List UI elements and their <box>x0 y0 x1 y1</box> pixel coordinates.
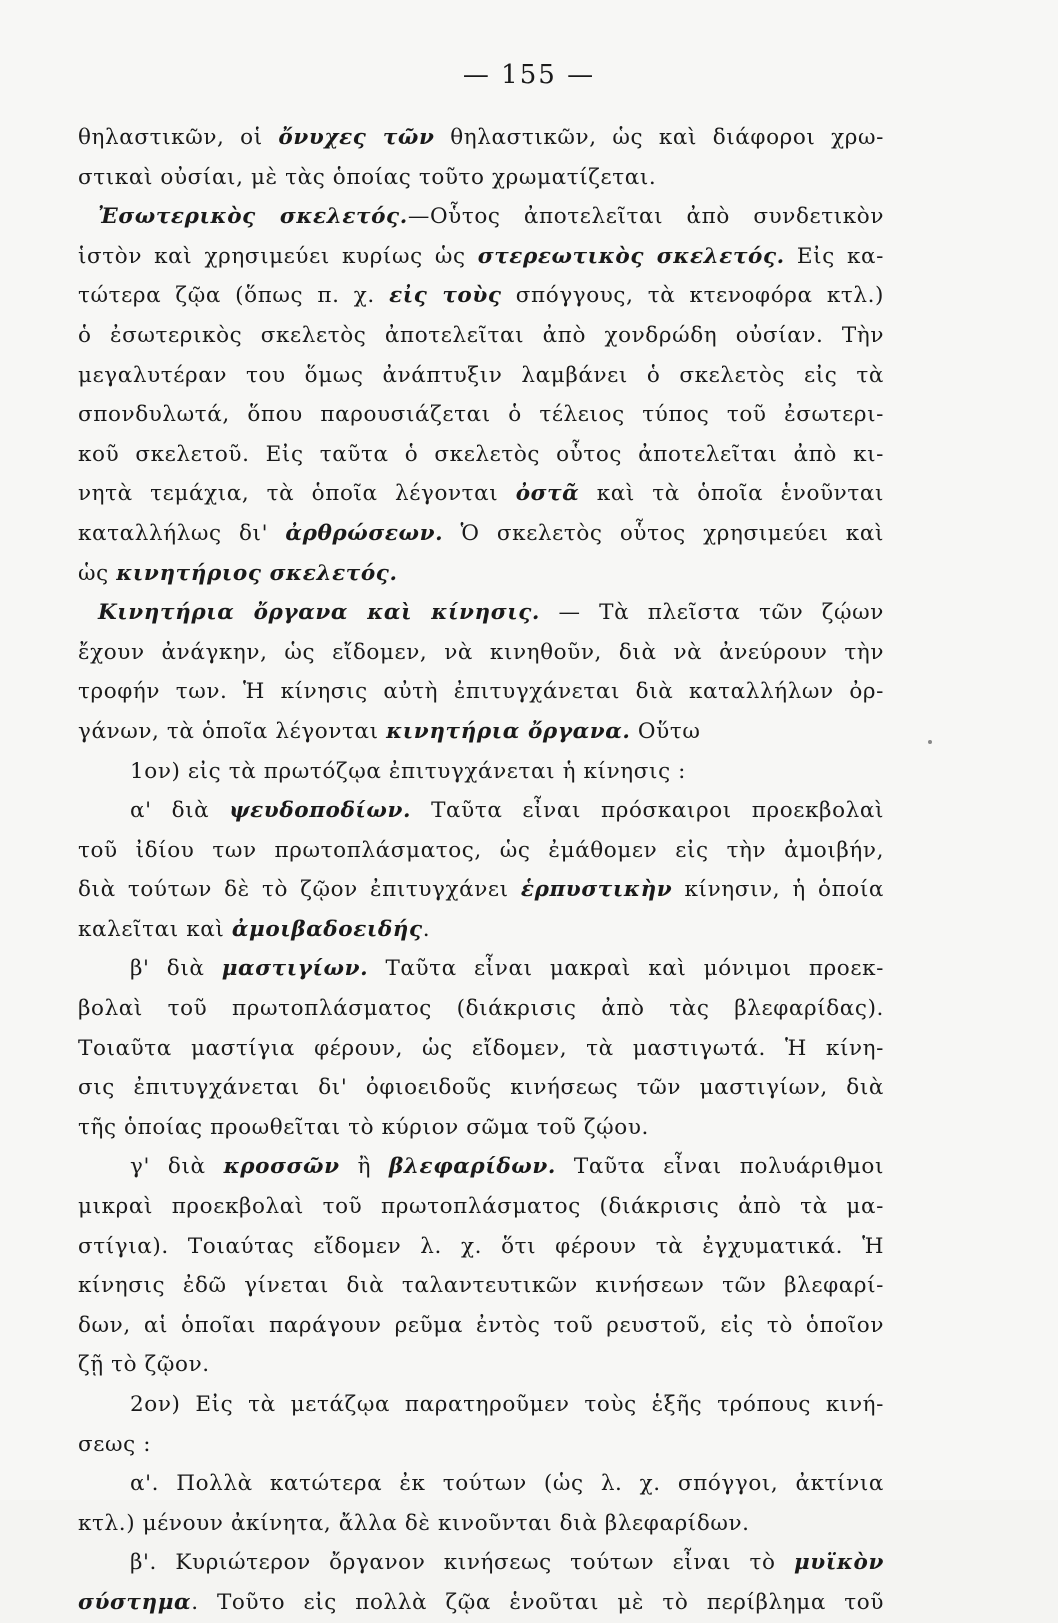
text-run: μεγαλυτέραν του ὅμως ἀνάπτυξιν λαμβάνει ὁ σκελετὸς εἰς τὰ <box>78 362 884 388</box>
text-run: —Οὗτος ἀποτελεῖται ἀπὸ συνδετικὸν <box>407 204 884 230</box>
text-line <box>78 276 884 316</box>
text-line <box>78 1266 884 1306</box>
text-run: 1ον) εἰς τὰ πρωτόζῳα ἐπιτυγχάνεται ἡ κίνησις : <box>130 758 686 784</box>
text-run: βολαὶ τοῦ πρωτοπλάσματος (διάκρισις ἀπὸ τὰς βλεφαρίδας). <box>78 996 884 1022</box>
text-run: ἱστὸν καὶ χρησιμεύει κυρίως ὡς <box>78 243 478 269</box>
emphasis-term: ψευδοποδίων. <box>229 798 412 824</box>
text-line <box>78 474 884 514</box>
text-line <box>78 1108 884 1148</box>
text-run: κτλ.) μένουν ἀκίνητα, ἄλλα δὲ κινοῦνται διὰ βλεφαρίδων. <box>78 1510 750 1536</box>
text-run: στικαὶ οὐσίαι, μὲ τὰς ὁποίας τοῦτο χρωματίζεται. <box>78 164 657 190</box>
text-line <box>78 791 884 831</box>
text-line <box>78 1504 884 1544</box>
emphasis-term: σύστημα <box>78 1589 192 1615</box>
text-run: α'. Πολλὰ κατώτερα ἐκ τούτων (ὡς λ. χ. σπόγγοι, ἀκτίνια <box>130 1471 884 1497</box>
text-run: σπονδυλωτά, ὅπου παρουσιάζεται ὁ τέλειος τύπος τοῦ ἐσωτερι- <box>78 402 884 428</box>
emphasis-term: στερεωτικὸς σκελετός. <box>477 243 785 269</box>
text-line <box>78 1425 884 1465</box>
text-run: ἔχουν ἀνάγκην, ὡς εἴδομεν, νὰ κινηθοῦν, διὰ νὰ ἀνεύρουν τὴν <box>78 639 884 665</box>
page-number: — 155 — <box>462 60 596 90</box>
text-line <box>78 1464 884 1504</box>
text-line <box>78 1187 884 1227</box>
text-run: α' διὰ <box>130 798 230 824</box>
text-run: γάνων, τὰ ὁποῖα λέγονται <box>78 718 387 744</box>
text-line <box>78 870 884 910</box>
text-line <box>78 554 884 594</box>
text-run: Ὁ σκελετὸς οὗτος χρησιμεύει καὶ <box>443 520 884 546</box>
text-run: θηλαστικῶν, ὡς καὶ διάφοροι χρω- <box>434 125 884 150</box>
emphasis-term: κινητήρια ὄργανα. <box>386 718 631 744</box>
emphasis-term: ἀρθρώσεων. <box>285 520 444 546</box>
text-run: ἢ <box>339 1154 389 1180</box>
text-line <box>78 158 884 198</box>
text-line <box>78 1543 884 1583</box>
text-run: . Τοῦτο εἰς πολλὰ ζῷα ἑνοῦται μὲ τὸ περίβλημα τοῦ <box>191 1589 884 1615</box>
text-run: τώτερα ζῷα (ὅπως π. χ. <box>78 283 390 309</box>
text-line <box>78 1583 884 1623</box>
text-line <box>78 118 884 158</box>
text-run: ὁ ἐσωτερικὸς σκελετὸς ἀποτελεῖται ἀπὸ χονδρώδη οὐσίαν. Τὴν <box>78 322 884 348</box>
emphasis-term: ὄνυχες τῶν <box>278 125 435 150</box>
text-line <box>78 1385 884 1425</box>
text-run: στίγια). Τοιαύτας εἴδομεν λ. χ. ὅτι φέρουν τὰ ἐγχυματικά. Ἡ <box>78 1233 884 1259</box>
emphasis-term: ὀστᾶ <box>515 481 580 507</box>
text-run: β'. Κυριώτερον ὄργανον κινήσεως τούτων εἶναι τὸ <box>130 1550 794 1576</box>
text-line <box>78 1345 884 1385</box>
text-line <box>78 1147 884 1187</box>
emphasis-term: Ἐσωτερικὸς σκελετός. <box>98 204 408 230</box>
text-run: Τοιαῦτα μαστίγια φέρουν, ὡς εἴδομεν, τὰ μαστιγωτά. Ἡ κίνη- <box>78 1035 884 1061</box>
text-line <box>78 989 884 1029</box>
text-run: 2ον) Εἰς τὰ μετάζῳα παρατηροῦμεν τοὺς ἑξῆς τρόπους κινή- <box>130 1392 884 1417</box>
text-run: ζῇ τὸ ζῷον. <box>78 1352 210 1378</box>
text-run: σπόγγους, τὰ κτενοφόρα κτλ.) <box>501 283 884 309</box>
text-run: κίνησις ἐδῶ γίνεται διὰ ταλαντευτικῶν κινήσεων τῶν βλεφαρί- <box>78 1273 884 1299</box>
text-run: . <box>422 916 431 942</box>
emphasis-term: εἰς τοὺς <box>389 283 502 309</box>
text-run: Ταῦτα εἶναι πολυάριθμοι <box>555 1154 884 1180</box>
text-line <box>78 1029 884 1069</box>
emphasis-term: κινητήριος σκελετός. <box>116 560 398 586</box>
text-line <box>78 752 884 792</box>
text-line <box>78 831 884 871</box>
text-line <box>78 1306 884 1346</box>
text-line <box>78 197 884 237</box>
text-run: καλεῖται καὶ <box>78 916 232 942</box>
emphasis-term: κροσσῶν <box>223 1154 340 1180</box>
text-line <box>78 395 884 435</box>
text-line <box>78 672 884 712</box>
text-line <box>78 1068 884 1108</box>
text-run: — Τὰ πλεῖστα τῶν ζῴων <box>539 600 884 626</box>
emphasis-term: μαστιγίων. <box>221 956 369 982</box>
text-run: καταλλήλως δι' <box>78 520 286 546</box>
text-line <box>78 435 884 475</box>
emphasis-term: μυϊκὸν <box>793 1550 884 1576</box>
text-run: Ταῦτα εἶναι πρόσκαιροι προεκβολαὶ <box>411 798 884 824</box>
text-run: Εἰς κα- <box>784 243 884 269</box>
text-run: β' διὰ <box>130 956 222 982</box>
emphasis-term: βλεφαρίδων. <box>389 1154 556 1180</box>
text-line <box>78 1227 884 1267</box>
text-run: σις ἐπιτυγχάνεται δι' ὀφιοειδοῦς κινήσεως τῶν μαστιγίων, διὰ <box>78 1075 884 1101</box>
text-run: ὡς <box>78 560 117 586</box>
body-text <box>78 118 884 1623</box>
text-line <box>78 514 884 554</box>
text-run: τροφήν των. Ἡ κίνησις αὐτὴ ἐπιτυγχάνεται διὰ καταλλήλων ὀρ- <box>78 679 884 705</box>
emphasis-term: Κινητήρια ὄργανα καὶ κίνησις. <box>98 600 540 626</box>
text-run: θηλαστικῶν, οἱ <box>78 125 279 150</box>
text-run: γ' διὰ <box>130 1154 224 1180</box>
text-line <box>78 356 884 396</box>
text-run: τῆς ὁποίας προωθεῖται τὸ κύριον σῶμα τοῦ ζῴου. <box>78 1114 649 1140</box>
emphasis-term: ἑρπυστικὴν <box>520 877 673 903</box>
text-run: καὶ τὰ ὁποῖα ἑνοῦνται <box>579 481 884 507</box>
text-line <box>78 949 884 989</box>
text-line <box>78 633 884 673</box>
text-line <box>78 712 884 752</box>
text-line <box>78 237 884 277</box>
paper-speck <box>928 740 932 744</box>
text-run: σεως : <box>78 1431 152 1457</box>
text-run: τοῦ ἰδίου των πρωτοπλάσματος, ὡς ἐμάθομεν εἰς τὴν ἀμοιβήν, <box>78 837 884 863</box>
text-run: Ταῦτα εἶναι μακραὶ καὶ μόνιμοι προεκ- <box>368 956 884 982</box>
text-run: μικραὶ προεκβολαὶ τοῦ πρωτοπλάσματος (διάκρισις ἀπὸ τὰ μα- <box>78 1194 884 1220</box>
text-line <box>78 316 884 356</box>
text-run: διὰ τούτων δὲ τὸ ζῷον ἐπιτυγχάνει <box>78 877 521 903</box>
text-run: κίνησιν, ἡ ὁποία <box>672 877 884 903</box>
text-line <box>78 593 884 633</box>
text-run: κοῦ σκελετοῦ. Εἰς ταῦτα ὁ σκελετὸς οὗτος ἀποτελεῖται ἀπὸ κι- <box>78 441 884 467</box>
text-run: νητὰ τεμάχια, τὰ ὁποῖα λέγονται <box>78 481 516 507</box>
emphasis-term: ἀμοιβαδοειδής <box>231 916 423 942</box>
text-line <box>78 910 884 950</box>
text-run: δων, αἱ ὁποῖαι παράγουν ρεῦμα ἐντὸς τοῦ ρευστοῦ, εἰς τὸ ὁποῖον <box>78 1312 884 1338</box>
text-run: Οὕτω <box>630 718 701 744</box>
